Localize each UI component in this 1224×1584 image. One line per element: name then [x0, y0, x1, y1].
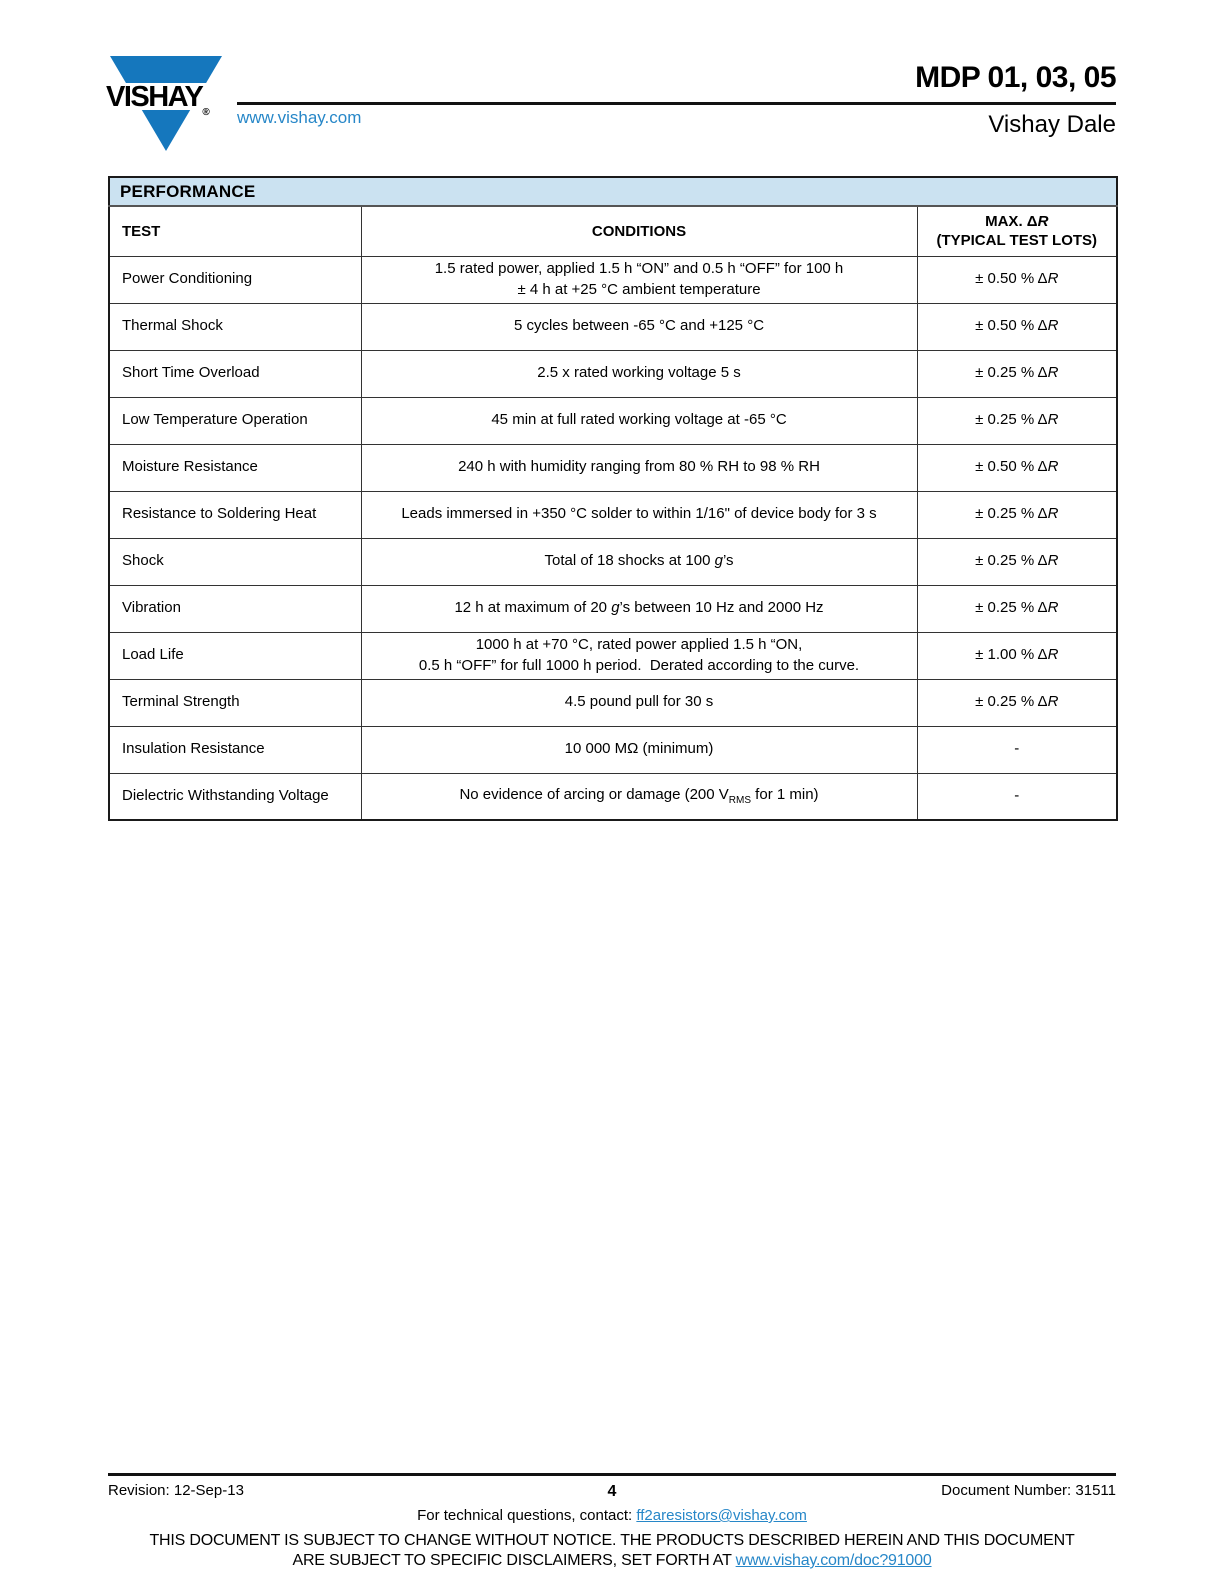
max-delta-r-cell: ± 0.25 % ΔR [917, 350, 1117, 397]
table-row [109, 585, 1117, 632]
max-delta-r-cell: ± 0.50 % ΔR [917, 303, 1117, 350]
registered-mark: ® [202, 107, 210, 118]
table-row [109, 491, 1117, 538]
test-cell: Moisture Resistance [109, 444, 361, 491]
document-number-label: Document Number: 31511 [941, 1482, 1116, 1499]
test-cell: Insulation Resistance [109, 726, 361, 773]
disclaimer-line1: THIS DOCUMENT IS SUBJECT TO CHANGE WITHOUT NOTICE. THE PRODUCTS DESCRIBED HEREIN AND THIS DOCUMENT [149, 1532, 1075, 1549]
table-row [109, 679, 1117, 726]
test-cell: Shock [109, 538, 361, 585]
conditions-cell: 1000 h at +70 °C, rated power applied 1.5 h “ON, 0.5 h “OFF” for full 1000 h period. Derated according to the curve. [361, 632, 917, 679]
table-row [109, 256, 1117, 303]
max-delta-r-cell: - [917, 726, 1117, 773]
division-name: Vishay Dale [988, 111, 1116, 138]
test-cell: Power Conditioning [109, 256, 361, 303]
table-row [109, 773, 1117, 820]
max-delta-r-cell: ± 0.25 % ΔR [917, 585, 1117, 632]
table-row [109, 538, 1117, 585]
table-row [109, 632, 1117, 679]
conditions-cell: 4.5 pound pull for 30 s [361, 679, 917, 726]
test-cell: Terminal Strength [109, 679, 361, 726]
column-header-max-delta-r [917, 206, 1117, 256]
contact-prefix: For technical questions, contact: [417, 1507, 637, 1524]
vishay-site-link[interactable]: www.vishay.com [237, 108, 362, 127]
test-cell: Thermal Shock [109, 303, 361, 350]
test-cell: Short Time Overload [109, 350, 361, 397]
disclaimer-doc-link[interactable]: www.vishay.com/doc?91000 [735, 1552, 932, 1569]
table-row [109, 397, 1117, 444]
conditions-cell: 45 min at full rated working voltage at -65 °C [361, 397, 917, 444]
column-header-test: TEST [109, 206, 361, 256]
section-band-row [109, 177, 1117, 206]
conditions-cell: No evidence of arcing or damage (200 $V_{RMS}$ for 1 min) [361, 773, 917, 820]
table-row [109, 303, 1117, 350]
max-delta-r-cell: ± 0.50 % ΔR [917, 444, 1117, 491]
table-row [109, 350, 1117, 397]
test-cell: Dielectric Withstanding Voltage [109, 773, 361, 820]
max-delta-r-cell: - [917, 773, 1117, 820]
header-divider [237, 102, 1116, 105]
performance-table-body [109, 256, 1117, 820]
performance-table [108, 176, 1118, 821]
max-delta-r-cell: ± 1.00 % ΔR [917, 632, 1117, 679]
contact-email-link[interactable]: ff2aresistors@vishay.com [636, 1507, 807, 1524]
test-cell: Resistance to Soldering Heat [109, 491, 361, 538]
disclaimer [0, 1531, 1224, 1571]
test-cell: Load Life [109, 632, 361, 679]
table-header-row [109, 206, 1117, 256]
max-delta-r-cell: ± 0.25 % ΔR [917, 538, 1117, 585]
max-delta-r-cell: ± 0.25 % ΔR [917, 397, 1117, 444]
table-row [109, 726, 1117, 773]
max-delta-r-line1: MAX. ΔR [985, 212, 1049, 230]
test-cell: Vibration [109, 585, 361, 632]
page-number: 4 [607, 1483, 617, 1500]
section-title: PERFORMANCE [109, 177, 1117, 206]
max-delta-r-cell: ± 0.50 % ΔR [917, 256, 1117, 303]
conditions-cell: 12 h at maximum of 20 g’s between 10 Hz and 2000 Hz [361, 585, 917, 632]
conditions-cell: Total of 18 shocks at 100 g’s [361, 538, 917, 585]
technical-contact-line [0, 1507, 1224, 1524]
table-row [109, 444, 1117, 491]
max-delta-r-cell: ± 0.25 % ΔR [917, 491, 1117, 538]
column-header-conditions: CONDITIONS [361, 206, 917, 256]
conditions-cell: 240 h with humidity ranging from 80 % RH to 98 % RH [361, 444, 917, 491]
conditions-cell: Leads immersed in +350 °C solder to within 1/16" of device body for 3 s [361, 491, 917, 538]
revision-label: Revision: 12-Sep-13 [108, 1482, 244, 1499]
disclaimer-line2-prefix: ARE SUBJECT TO SPECIFIC DISCLAIMERS, SET FORTH AT [292, 1552, 736, 1569]
product-title: MDP 01, 03, 05 [915, 61, 1116, 94]
vishay-logo [106, 56, 222, 151]
max-delta-r-line2: (TYPICAL TEST LOTS) [936, 232, 1098, 250]
test-cell: Low Temperature Operation [109, 397, 361, 444]
conditions-cell: 5 cycles between -65 °C and +125 °C [361, 303, 917, 350]
brand-name: VISHAY [106, 81, 203, 113]
vishay-logo-wordmark [106, 81, 210, 118]
conditions-cell: 2.5 x rated working voltage 5 s [361, 350, 917, 397]
conditions-cell: 1.5 rated power, applied 1.5 h “ON” and 0.5 h “OFF” for 100 h ± 4 h at +25 °C ambient temperature [361, 256, 917, 303]
conditions-cell: 10 000 MΩ (minimum) [361, 726, 917, 773]
footer-divider [108, 1473, 1116, 1476]
max-delta-r-cell: ± 0.25 % ΔR [917, 679, 1117, 726]
